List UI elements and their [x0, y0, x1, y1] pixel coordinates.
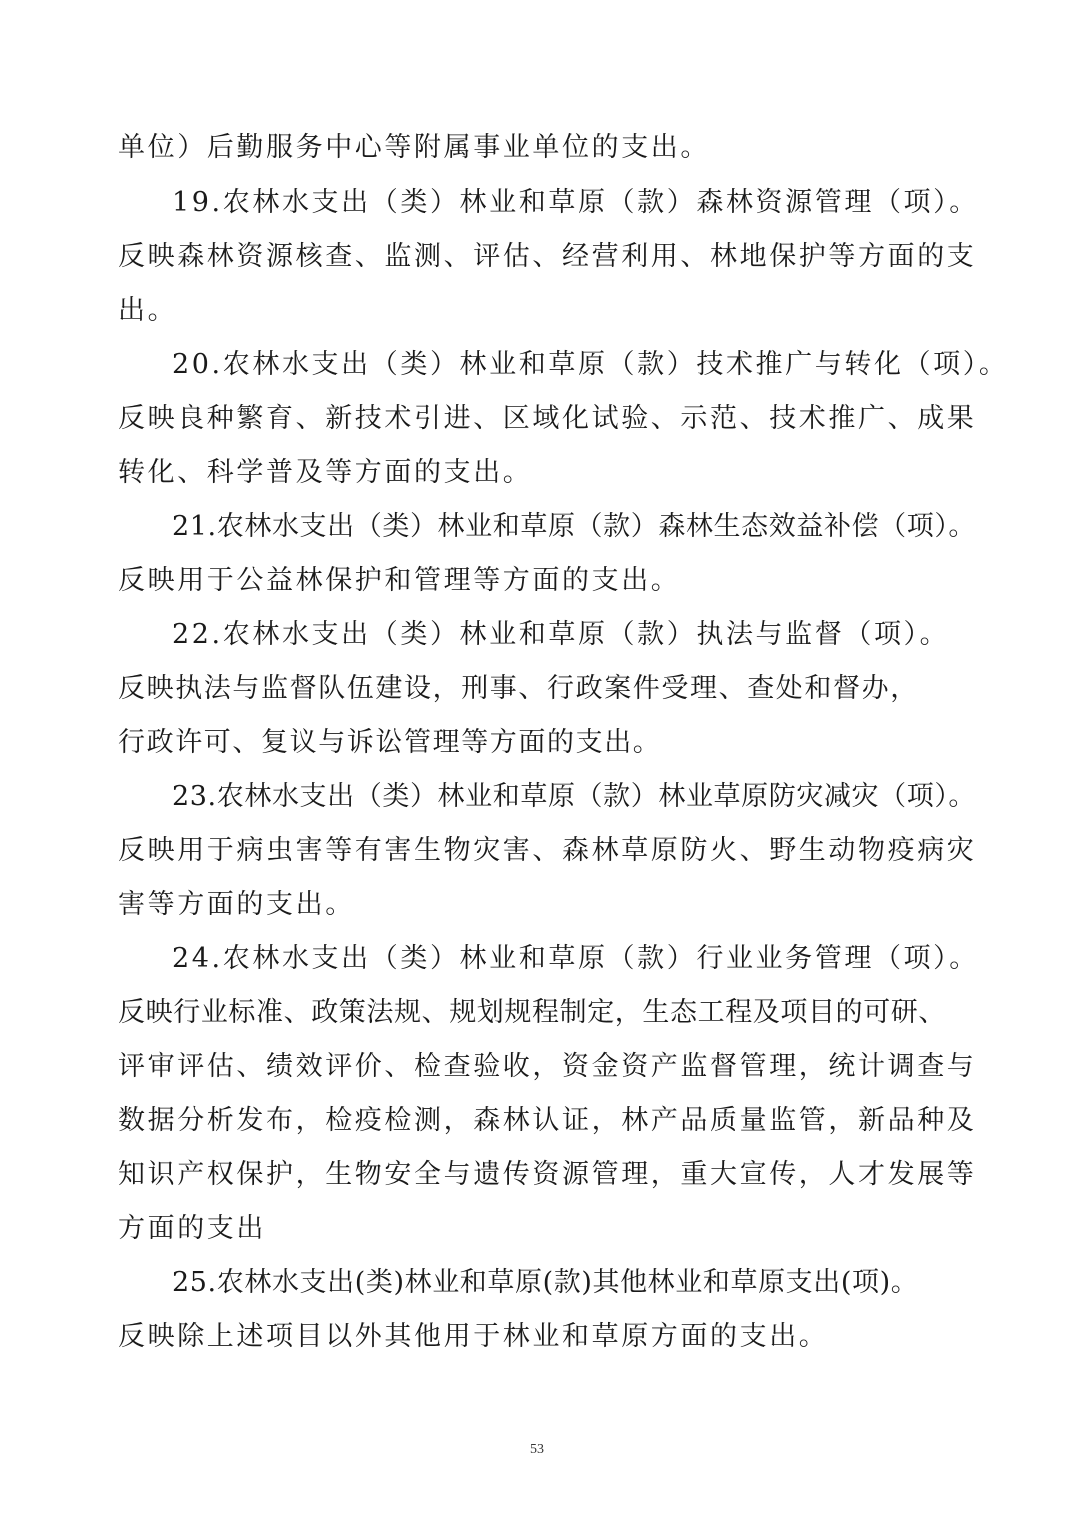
page-number: 53: [530, 1442, 544, 1457]
item-20-body-line-1: 反映良种繁育、新技术引进、区域化试验、示范、技术推广、成果: [118, 403, 977, 434]
item-19-body-line-2: 出。: [118, 295, 178, 326]
item-24-body-line-3: 数据分析发布，检疫检测，森林认证，林产品质量监管，新品种及: [118, 1105, 977, 1136]
item-24-body-line-4: 知识产权保护，生物安全与遗传资源管理，重大宣传，人才发展等: [118, 1159, 977, 1190]
item-23-body-line-1: 反映用于病虫害等有害生物灾害、森林草原防火、野生动物疫病灾: [118, 835, 977, 866]
item-20-heading: 20.农林水支出（类）林业和草原（款）技术推广与转化（项）。: [172, 349, 1009, 380]
item-23-body-line-2: 害等方面的支出。: [118, 889, 355, 920]
item-22-body-line-1: 反映执法与监督队伍建设，刑事、行政案件受理、查处和督办，: [118, 673, 919, 704]
item-22-heading: 22.农林水支出（类）林业和草原（款）执法与监督（项）。: [172, 619, 950, 650]
text-line-1: 单位）后勤服务中心等附属事业单位的支出。: [118, 132, 710, 163]
item-20-body-line-2: 转化、科学普及等方面的支出。: [118, 457, 533, 488]
item-24-body-line-1: 反映行业标准、政策法规、规划规程制定，生态工程及项目的可研、: [118, 997, 946, 1028]
item-24-heading: 24.农林水支出（类）林业和草原（款）行业业务管理（项）。: [172, 943, 979, 974]
item-25-heading: 25.农林水支出(类)林业和草原(款)其他林业和草原支出(项)。: [172, 1267, 919, 1298]
item-22-body-line-2: 行政许可、复议与诉讼管理等方面的支出。: [118, 727, 662, 758]
item-19-heading: 19.农林水支出（类）林业和草原（款）森林资源管理（项）。: [172, 187, 979, 218]
item-24-body-line-5: 方面的支出: [118, 1213, 266, 1244]
item-24-body-line-2: 评审评估、绩效评价、检查验收，资金资产监督管理，统计调查与: [118, 1051, 977, 1082]
item-19-body-line-1: 反映森林资源核查、监测、评估、经营利用、林地保护等方面的支: [118, 241, 977, 272]
item-21-heading: 21.农林水支出（类）林业和草原（款）森林生态效益补偿（项）。: [172, 511, 977, 542]
item-21-body-line-1: 反映用于公益林保护和管理等方面的支出。: [118, 565, 681, 596]
item-25-body-line-1: 反映除上述项目以外其他用于林业和草原方面的支出。: [118, 1321, 829, 1352]
item-23-heading: 23.农林水支出（类）林业和草原（款）林业草原防灾减灾（项）。: [172, 781, 977, 812]
